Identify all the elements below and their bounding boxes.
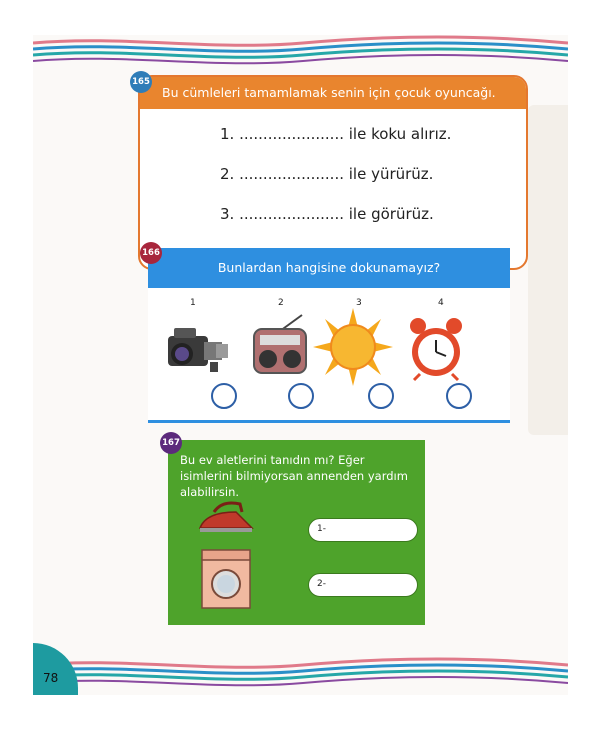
answer-circle-4[interactable] xyxy=(446,383,472,409)
page-number-tab xyxy=(33,643,78,695)
question-number-badge: 166 xyxy=(140,242,162,264)
answer-circle-3[interactable] xyxy=(368,383,394,409)
question-167-card xyxy=(168,440,425,625)
answer-field-1[interactable]: 1- xyxy=(308,518,418,542)
question-166-text: Bunlardan hangisine dokunamayız? xyxy=(148,248,510,288)
fill-line-1[interactable]: 1. ...................... ile koku alırız. xyxy=(220,125,452,143)
question-number-badge: 165 xyxy=(130,71,152,93)
fill-line-2[interactable]: 2. ...................... ile yürürüz. xyxy=(220,165,434,183)
faded-page-edge xyxy=(528,105,568,435)
workbook-page xyxy=(33,35,568,695)
options-panel xyxy=(148,288,510,423)
answer-field-2[interactable]: 2- xyxy=(308,573,418,597)
answer-circle-1[interactable] xyxy=(211,383,237,409)
option-number-4: 4 xyxy=(438,298,444,308)
question-number-badge: 167 xyxy=(160,432,182,454)
alarm-clock-icon xyxy=(406,316,466,382)
option-number-3: 3 xyxy=(356,298,362,308)
bottom-wave-decoration xyxy=(33,655,568,695)
top-wave-decoration xyxy=(33,35,568,69)
question-165-card xyxy=(138,75,528,270)
radio-icon xyxy=(250,313,310,378)
sun-icon xyxy=(313,308,393,386)
video-camera-icon xyxy=(160,318,232,380)
question-167 xyxy=(162,435,425,625)
question-165 xyxy=(132,75,528,270)
washing-machine-icon xyxy=(198,548,254,610)
iron-icon xyxy=(196,498,256,534)
page-number: 78 xyxy=(43,671,59,685)
question-167-instruction: Bu ev aletlerini tanıdın mı? Eğer isimlerini bilmiyorsan annenden yardım alabilirsin. xyxy=(180,453,408,499)
answer-circle-2[interactable] xyxy=(288,383,314,409)
bottom-rule xyxy=(148,420,510,423)
option-number-1: 1 xyxy=(190,298,196,308)
question-165-instruction: Bu cümleleri tamamlamak senin için çocuk oyuncağı. xyxy=(140,77,526,109)
question-166 xyxy=(142,245,510,423)
option-number-2: 2 xyxy=(278,298,284,308)
fill-line-3[interactable]: 3. ...................... ile görürüz. xyxy=(220,205,434,223)
